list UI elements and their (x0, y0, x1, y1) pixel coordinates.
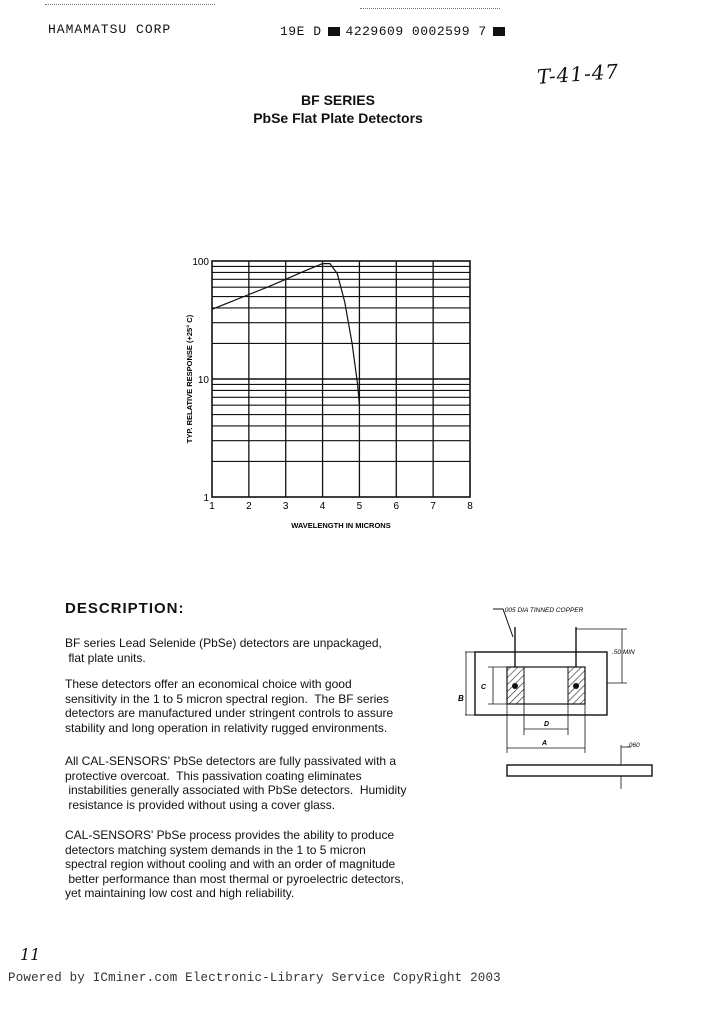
y-tick-label: 10 (197, 375, 209, 386)
paragraph-economical (65, 677, 425, 735)
x-tick-label: 8 (467, 501, 473, 512)
chart-grid (212, 261, 470, 497)
paragraph-passivation (65, 754, 425, 812)
x-tick-label: 3 (282, 501, 289, 512)
x-tick-label: 5 (356, 501, 363, 512)
black-block-mark (328, 27, 340, 36)
page-title: BF SERIES (301, 92, 375, 108)
x-tick-label: 7 (430, 501, 436, 512)
left-lead-dot (512, 683, 518, 689)
paragraph-process (65, 828, 425, 901)
lead-label: .005 DIA TINNED COPPER (503, 607, 584, 614)
response-chart (180, 250, 490, 540)
y-tick-labels (192, 257, 209, 504)
paragraph-line: sensitivity in the 1 to 5 micron spectral region. The BF series (65, 691, 389, 706)
paragraph-line: flat plate units. (65, 650, 146, 665)
side-view-plate (507, 765, 652, 776)
y-tick-label: 1 (203, 493, 209, 504)
dim-c-label: C (481, 684, 487, 691)
paragraph-line: spectral region without cooling and with an order of magnitude (65, 857, 396, 871)
y-tick-label: 100 (192, 257, 209, 268)
y-axis-label: TYP. RELATIVE RESPONSE (+25° C) (185, 314, 194, 444)
footer-copyright: Powered by ICminer.com Electronic-Library Service CopyRight 2003 (8, 971, 501, 985)
x-tick-label: 1 (209, 501, 215, 512)
header-scan-marks (45, 4, 215, 13)
company-name: HAMAMATSU CORP (48, 22, 172, 37)
substrate-outline (475, 652, 607, 715)
dim-a-label: A (542, 740, 548, 747)
x-tick-label: 6 (393, 501, 400, 512)
paragraph-line: instabilities generally associated with PbSe detectors. Humidity (65, 783, 407, 797)
thickness-label: .060 (627, 742, 640, 749)
dim-d-label: D (544, 721, 550, 728)
paragraph-line: CAL-SENSORS' PbSe process provides the ability to produce (65, 828, 395, 842)
dim-top-label: .50 MIN (612, 649, 635, 656)
paragraph-unpackaged (65, 636, 425, 665)
document-code (280, 24, 511, 39)
handwritten-reference: T-41-47 (536, 59, 620, 89)
right-lead-dot (573, 683, 579, 689)
code-number: 4229609 0002599 7 (345, 24, 487, 39)
header-scan-marks-right (360, 8, 500, 13)
page-subtitle: PbSe Flat Plate Detectors (253, 110, 423, 126)
paragraph-line: yet maintaining low cost and high reliability. (65, 886, 295, 900)
paragraph-line: detectors are manufactured under stringent controls to assure (65, 706, 394, 720)
paragraph-line: These detectors offer an economical choice with good (65, 677, 352, 691)
description-heading: DESCRIPTION: (65, 600, 185, 617)
x-tick-label: 4 (319, 501, 326, 512)
mechanical-drawing (455, 595, 670, 805)
paragraph-line: stability and long operation in relativity rugged environments. (65, 720, 388, 735)
footer-handwritten-mark: 11 (20, 945, 41, 964)
paragraph-line: better performance than most thermal or pyroelectric detectors, (65, 871, 404, 886)
dim-b-label: B (458, 694, 464, 703)
paragraph-line: detectors matching system demands in the 1 to 5 micron (65, 842, 366, 857)
paragraph-line: All CAL-SENSORS' PbSe detectors are fully passivated with a (65, 754, 397, 768)
paragraph-line: protective overcoat. This passivation coating eliminates (65, 768, 362, 783)
x-axis-label: WAVELENGTH IN MICRONS (291, 521, 391, 530)
x-tick-labels (209, 501, 473, 512)
black-block-mark-end (493, 27, 505, 36)
code-prefix: 19E D (280, 24, 322, 39)
paragraph-line: BF series Lead Selenide (PbSe) detectors are unpackaged, (65, 636, 382, 650)
paragraph-line: resistance is provided without using a cover glass. (65, 797, 336, 812)
x-tick-label: 2 (246, 501, 252, 512)
